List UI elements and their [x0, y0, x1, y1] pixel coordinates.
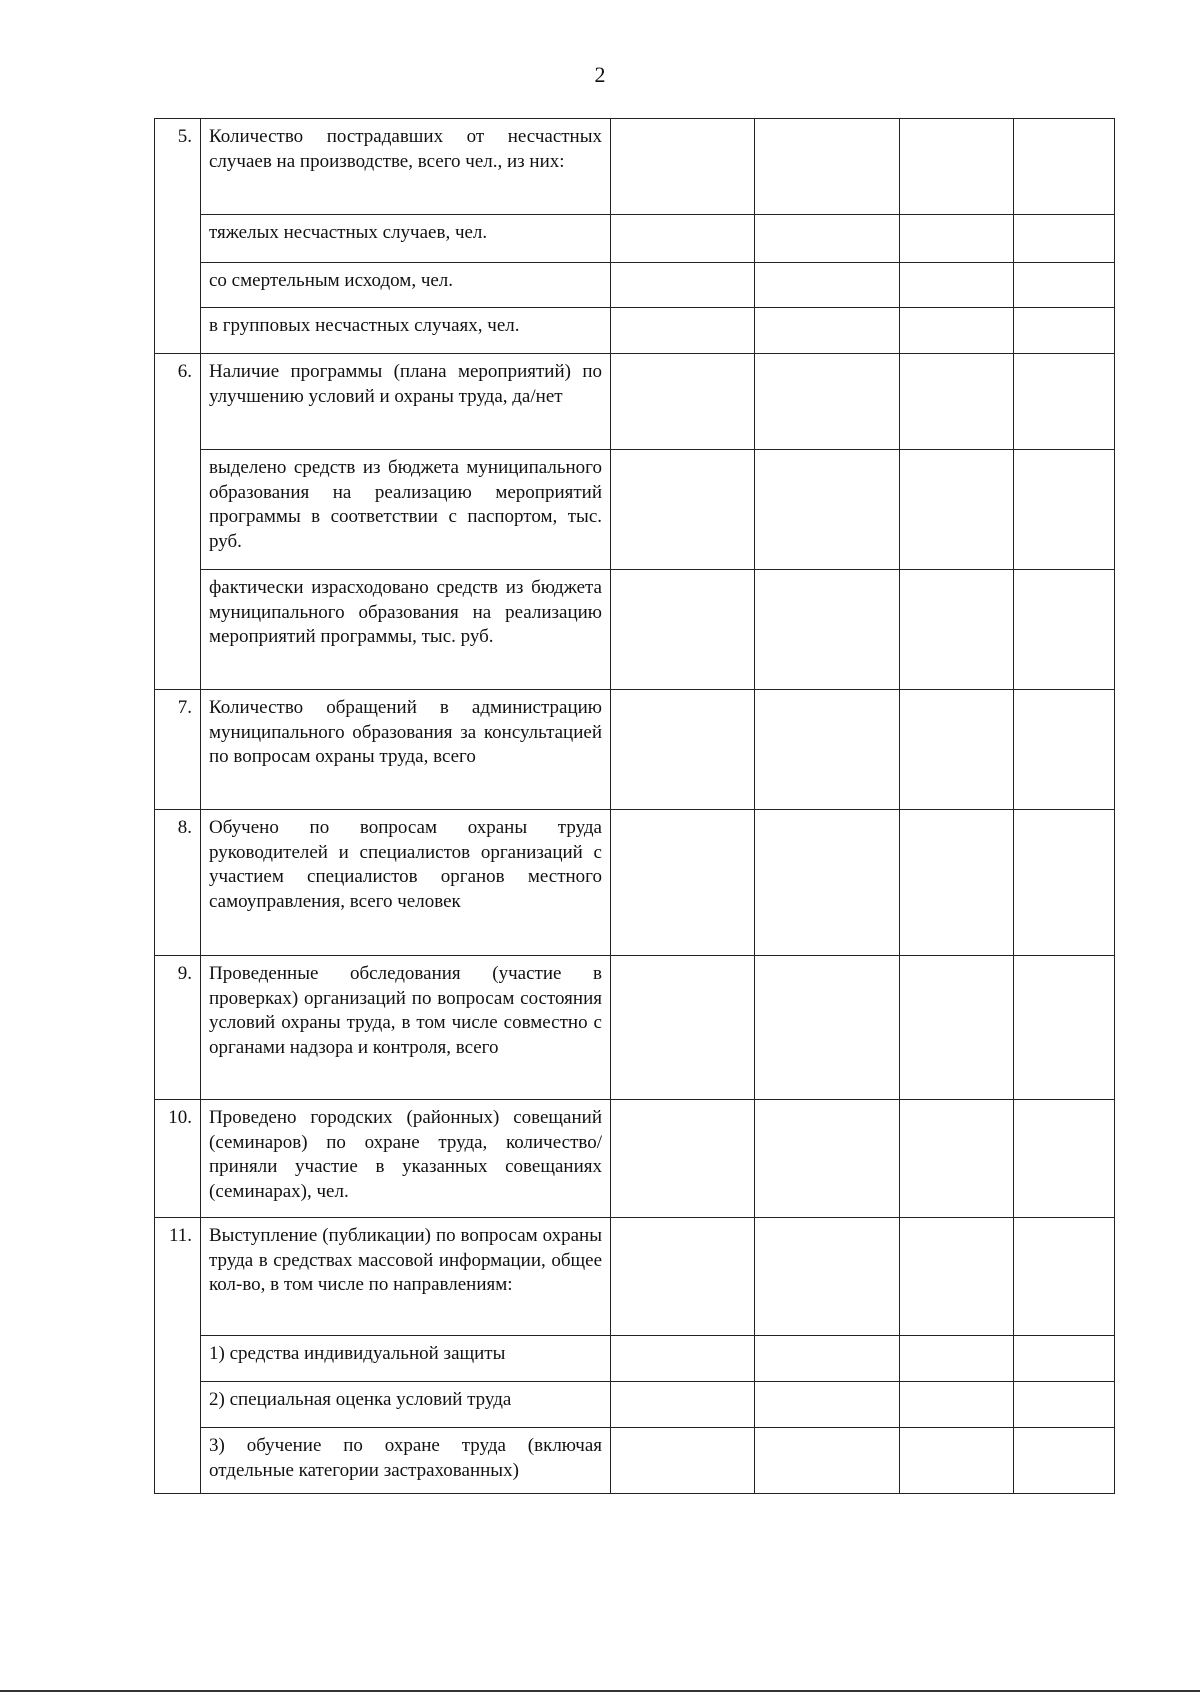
value-cell[interactable] [611, 263, 755, 308]
value-cell[interactable] [1014, 1336, 1115, 1382]
value-cell[interactable] [755, 1428, 900, 1494]
value-cell[interactable] [1014, 1428, 1115, 1494]
indicator-label: тяжелых несчастных случаев, чел. [201, 215, 611, 263]
value-cell[interactable] [755, 119, 900, 215]
indicator-label: Количество обращений в администрацию муниципального образования за консультацией по вопросам охраны труда, всего [201, 690, 611, 810]
value-cell[interactable] [900, 570, 1014, 690]
row-number: 11. [155, 1218, 201, 1494]
value-cell[interactable] [900, 690, 1014, 810]
value-cell[interactable] [755, 956, 900, 1100]
value-cell[interactable] [900, 1218, 1014, 1336]
value-cell[interactable] [755, 308, 900, 354]
table-row [155, 1218, 1115, 1336]
table-row [155, 1100, 1115, 1218]
value-cell[interactable] [900, 215, 1014, 263]
value-cell[interactable] [900, 810, 1014, 956]
table-row [155, 570, 1115, 690]
indicator-label: Обучено по вопросам охраны труда руководителей и специалистов организаций с участием специалистов органов местного самоуправления, всего человек [201, 810, 611, 956]
value-cell[interactable] [755, 810, 900, 956]
value-cell[interactable] [900, 354, 1014, 450]
indicator-label: со смертельным исходом, чел. [201, 263, 611, 308]
indicator-label: Проведенные обследования (участие в проверках) организаций по вопросам состояния условий охраны труда, в том числе совместно с органами надзора и контроля, всего [201, 956, 611, 1100]
table-row [155, 354, 1115, 450]
value-cell[interactable] [611, 570, 755, 690]
value-cell[interactable] [611, 450, 755, 570]
table-row [155, 956, 1115, 1100]
value-cell[interactable] [611, 308, 755, 354]
value-cell[interactable] [1014, 956, 1115, 1100]
page-bottom-rule [0, 1690, 1200, 1692]
table-row [155, 308, 1115, 354]
value-cell[interactable] [611, 215, 755, 263]
table-row [155, 1428, 1115, 1494]
indicator-label: выделено средств из бюджета муниципального образования на реализацию мероприятий программы в соответствии с паспортом, тыс. руб. [201, 450, 611, 570]
value-cell[interactable] [900, 956, 1014, 1100]
value-cell[interactable] [1014, 1382, 1115, 1428]
value-cell[interactable] [1014, 1218, 1115, 1336]
value-cell[interactable] [611, 1428, 755, 1494]
value-cell[interactable] [900, 263, 1014, 308]
value-cell[interactable] [1014, 354, 1115, 450]
indicator-label: Проведено городских (районных) совещаний (семинаров) по охране труда, количество/приняли участие в указанных совещаниях (семинарах), чел. [201, 1100, 611, 1218]
value-cell[interactable] [900, 119, 1014, 215]
value-cell[interactable] [900, 1336, 1014, 1382]
value-cell[interactable] [1014, 810, 1115, 956]
value-cell[interactable] [1014, 308, 1115, 354]
table-row [155, 690, 1115, 810]
report-table [154, 118, 1114, 1494]
value-cell[interactable] [611, 1382, 755, 1428]
row-number: 6. [155, 354, 201, 690]
value-cell[interactable] [755, 215, 900, 263]
table-row [155, 1336, 1115, 1382]
indicator-label: Наличие программы (плана мероприятий) по улучшению условий и охраны труда, да/нет [201, 354, 611, 450]
table-row [155, 215, 1115, 263]
value-cell[interactable] [755, 1382, 900, 1428]
value-cell[interactable] [611, 956, 755, 1100]
value-cell[interactable] [755, 1100, 900, 1218]
value-cell[interactable] [900, 1428, 1014, 1494]
value-cell[interactable] [755, 1218, 900, 1336]
row-number: 5. [155, 119, 201, 354]
table-row [155, 810, 1115, 956]
indicator-label: в групповых несчастных случаях, чел. [201, 308, 611, 354]
value-cell[interactable] [611, 690, 755, 810]
value-cell[interactable] [900, 308, 1014, 354]
value-cell[interactable] [1014, 570, 1115, 690]
value-cell[interactable] [755, 450, 900, 570]
indicator-label: 3) обучение по охране труда (включая отдельные категории застрахованных) [201, 1428, 611, 1494]
value-cell[interactable] [611, 1336, 755, 1382]
table-row [155, 119, 1115, 215]
value-cell[interactable] [1014, 263, 1115, 308]
value-cell[interactable] [611, 119, 755, 215]
row-number: 7. [155, 690, 201, 810]
value-cell[interactable] [755, 570, 900, 690]
page-number: 2 [594, 62, 606, 87]
value-cell[interactable] [900, 450, 1014, 570]
table-row [155, 1382, 1115, 1428]
indicator-label: фактически израсходовано средств из бюджета муниципального образования на реализацию мероприятий программы, тыс. руб. [201, 570, 611, 690]
value-cell[interactable] [611, 1100, 755, 1218]
value-cell[interactable] [1014, 215, 1115, 263]
value-cell[interactable] [755, 263, 900, 308]
value-cell[interactable] [611, 810, 755, 956]
value-cell[interactable] [755, 1336, 900, 1382]
value-cell[interactable] [900, 1100, 1014, 1218]
value-cell[interactable] [1014, 450, 1115, 570]
value-cell[interactable] [611, 1218, 755, 1336]
row-number: 8. [155, 810, 201, 956]
value-cell[interactable] [1014, 119, 1115, 215]
indicator-label: Количество пострадавших от несчастных случаев на производстве, всего чел., из них: [201, 119, 611, 215]
indicator-label: 1) средства индивидуальной защиты [201, 1336, 611, 1382]
table-row [155, 263, 1115, 308]
indicator-label: 2) специальная оценка условий труда [201, 1382, 611, 1428]
value-cell[interactable] [900, 1382, 1014, 1428]
table-row [155, 450, 1115, 570]
value-cell[interactable] [1014, 690, 1115, 810]
indicator-label: Выступление (публикации) по вопросам охраны труда в средствах массовой информации, общее кол-во, в том числе по направлениям: [201, 1218, 611, 1336]
row-number: 10. [155, 1100, 201, 1218]
row-number: 9. [155, 956, 201, 1100]
value-cell[interactable] [611, 354, 755, 450]
value-cell[interactable] [1014, 1100, 1115, 1218]
value-cell[interactable] [755, 690, 900, 810]
value-cell[interactable] [755, 354, 900, 450]
